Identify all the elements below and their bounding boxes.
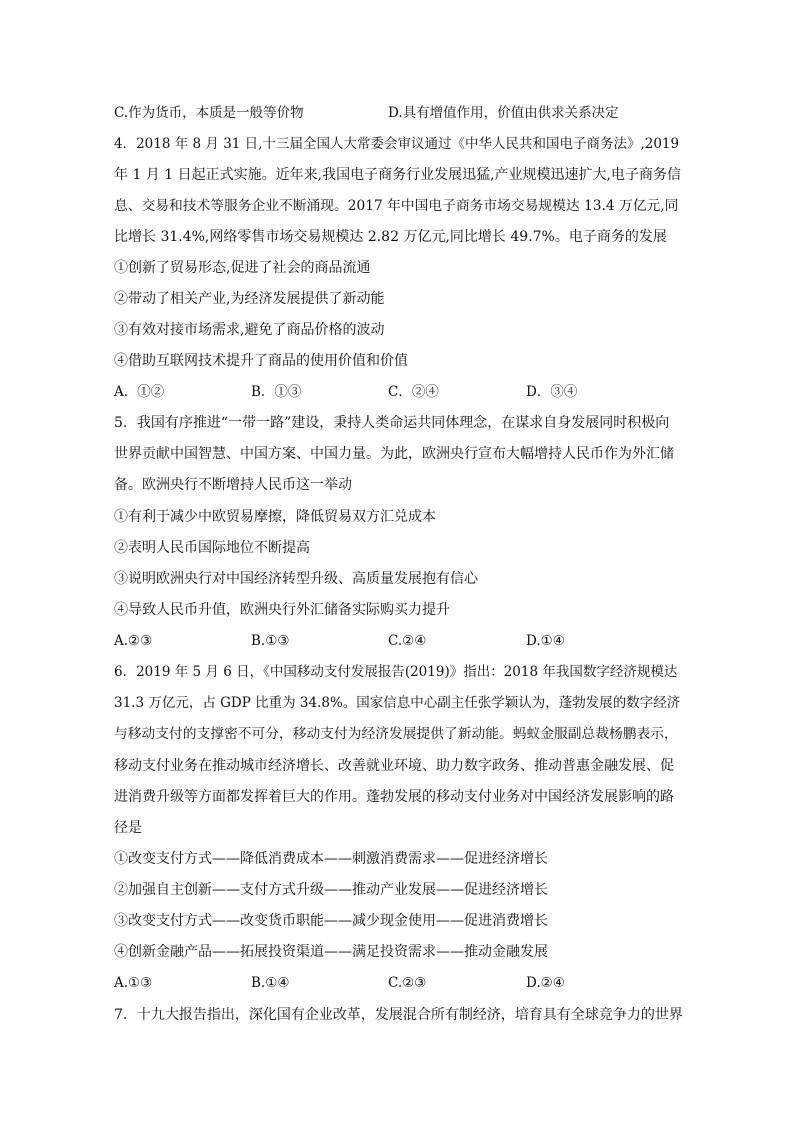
q4-stem-line: 比增长 31.4%,网络零售市场交易规模达 2.82 万亿元,同比增长 49.7%。电子商务的发展 (114, 229, 667, 245)
q6-option-a: A.①③ (114, 975, 153, 991)
q4-option-b: B．①③ (251, 384, 302, 400)
q5-stem-line: 世界贡献中国智慧、中国方案、中国力量。为此，欧洲央行宣布大幅增持人民币作为外汇储 (114, 446, 674, 462)
q6-stem-line: 与移动支付的支撑密不可分，移动支付为经济发展提供了新动能。蚂蚁金服副总裁杨鹏表示， (114, 726, 678, 742)
q5-option-a: A.②③ (114, 633, 153, 649)
q6-stem-line: 径是 (114, 820, 142, 836)
q4-option-a: A．①② (114, 384, 165, 400)
q6-item: ④创新金融产品——拓展投资渠道——满足投资需求——推动金融发展 (114, 944, 548, 960)
q6-stem-line: 6．2019 年 5 月 6 日，《中国移动支付发展报告(2019)》指出：2018 年我国数字经济规模达 (114, 664, 678, 680)
q4-option-c: C．②④ (388, 384, 439, 400)
q5-stem-line: 备。欧洲央行不断增持人民币这一举动 (114, 477, 352, 493)
q5-option-d: D.①④ (526, 633, 565, 649)
q3-option-c: C.作为货币，本质是一般等价物 (114, 105, 304, 121)
q6-item: ②加强自主创新——支付方式升级——推动产业发展——促进经济增长 (114, 882, 548, 898)
q5-option-c: C.②④ (388, 633, 427, 649)
q4-stem-line: 息、交易和技术等服务企业不断涌现。2017 年中国电子商务市场交易规模达 13.4 万亿元,同 (114, 198, 679, 214)
q4-item: ③有效对接市场需求,避免了商品价格的波动 (114, 322, 385, 338)
q5-item: ③说明欧洲央行对中国经济转型升级、高质量发展抱有信心 (114, 571, 478, 587)
q6-stem-line: 31.3 万亿元，占 GDP 比重为 34.8%。国家信息中心副主任张学颖认为，蓬勃发展的数字经济 (114, 695, 681, 711)
q3-option-d: D.具有增值作用，价值由供求关系决定 (388, 105, 619, 121)
q4-item: ①创新了贸易形态,促进了社会的商品流通 (114, 260, 371, 276)
q4-item: ②带动了相关产业,为经济发展提供了新动能 (114, 291, 385, 307)
q6-stem-line: 移动支付业务在推动城市经济增长、改善就业环境、助力数字政务、推动普惠金融发展、促 (114, 758, 674, 774)
q6-option-b: B.①④ (251, 975, 290, 991)
q5-item: ②表明人民币国际地位不断提高 (114, 540, 310, 556)
q5-stem-line: 5．我国有序推进“一带一路”建设，秉持人类命运共同体理念，在谋求自身发展同时积极向 (114, 415, 670, 431)
q5-item: ①有利于减少中欧贸易摩擦，降低贸易双方汇兑成本 (114, 509, 436, 525)
q5-item: ④导致人民币升值，欧洲央行外汇储备实际购买力提升 (114, 602, 450, 618)
q5-option-b: B.①③ (251, 633, 290, 649)
q6-item: ③改变支付方式——改变货币职能——减少现金使用——促进消费增长 (114, 913, 548, 929)
q7-stem-line: 7．十九大报告指出，深化国有企业改革，发展混合所有制经济，培育具有全球竞争力的世界 (114, 1007, 683, 1023)
q4-item: ④借助互联网技术提升了商品的使用价值和价值 (114, 353, 408, 369)
q6-option-d: D.②④ (526, 975, 565, 991)
q6-item: ①改变支付方式——降低消费成本——刺激消费需求——促进经济增长 (114, 851, 548, 867)
q6-option-c: C.②③ (388, 975, 427, 991)
q4-option-d: D．③④ (526, 384, 578, 400)
q4-stem-line: 年 1 月 1 日起正式实施。近年来,我国电子商务行业发展迅猛,产业规模迅速扩大,电子商务信 (114, 167, 681, 183)
q4-stem-line: 4．2018 年 8 月 31 日,十三届全国人大常委会审议通过《中华人民共和国电子商务法》,2019 (114, 136, 680, 152)
q6-stem-line: 进消费升级等方面都发挥着巨大的作用。蓬勃发展的移动支付业务对中国经济发展影响的路 (114, 789, 674, 805)
